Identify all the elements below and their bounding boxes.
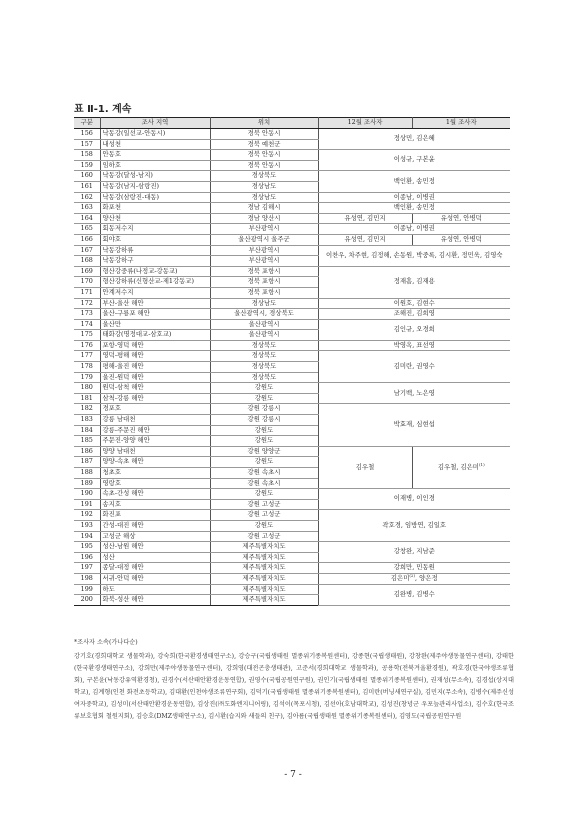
cell-location: 울산광역시 (210, 319, 318, 330)
cell-jan-observers: 김우철, 김은미$^{(1)}$ (412, 446, 510, 488)
cell-observers: 이찬우, 차주현, 김정해, 손동원, 박중록, 김시환, 정민욱, 김영숙 (318, 245, 510, 266)
cell-location: 부산광역시 (210, 224, 318, 235)
cell-id: 189 (74, 478, 100, 489)
footnote-marker: (2) (409, 573, 416, 578)
cell-location: 강원 양양군 (210, 446, 318, 457)
cell-id: 172 (74, 298, 100, 309)
cell-area: 성산-남원 해안 (100, 542, 210, 553)
cell-location: 강원 고성군 (210, 510, 318, 521)
cell-area: 속초-간성 해안 (100, 489, 210, 500)
table-row (74, 171, 510, 182)
cell-id: 200 (74, 595, 100, 606)
cell-area: 경포호 (100, 404, 210, 415)
cell-location: 제주특별자치도 (210, 584, 318, 595)
cell-area: 화북-성산 해안 (100, 595, 210, 606)
table-row (74, 584, 510, 595)
cell-observers: 정재흠, 김재용 (318, 266, 510, 298)
cell-id: 164 (74, 213, 100, 224)
cell-area: 낙동강(달성-남지) (100, 171, 210, 182)
cell-area: 양산천 (100, 213, 210, 224)
cell-location: 경북 포항시 (210, 277, 318, 288)
cell-area: 형산강하류(신형산교-제1강동교) (100, 277, 210, 288)
cell-area: 양양-속초 해안 (100, 457, 210, 468)
cell-area: 낙동강(남지-삼랑진) (100, 181, 210, 192)
cell-location: 울산광역시 울주군 (210, 234, 318, 245)
cell-area: 부산-울산 해안 (100, 298, 210, 309)
cell-dec-observers: 유성연, 김민지 (318, 234, 412, 245)
cell-id: 175 (74, 330, 100, 341)
cell-observers: 김은미$^{(2)}$, 양은정 (318, 573, 510, 584)
cell-observers: 강창완, 지남준 (318, 542, 510, 563)
cell-area: 고성군 해상 (100, 531, 210, 542)
cell-area: 임하호 (100, 160, 210, 171)
cell-area: 울진-원덕 해안 (100, 372, 210, 383)
cell-id: 160 (74, 171, 100, 182)
cell-area: 낙동강(일선교-안동시) (100, 129, 210, 140)
cell-location: 경상남도 (210, 192, 318, 203)
cell-area: 영랑호 (100, 478, 210, 489)
cell-id: 199 (74, 584, 100, 595)
cell-location: 경상북도 (210, 351, 318, 362)
cell-location: 강원 강릉시 (210, 415, 318, 426)
table-title: 표 Ⅱ-1. 계속 (74, 104, 132, 115)
cell-area: 안동호 (100, 150, 210, 161)
table-row (74, 404, 510, 415)
cell-area: 낙동강(삼랑진-대동) (100, 192, 210, 203)
cell-id: 173 (74, 309, 100, 320)
cell-id: 185 (74, 436, 100, 447)
table-row (74, 192, 510, 203)
cell-location: 강원 속초시 (210, 468, 318, 479)
table-row (74, 340, 510, 351)
cell-area: 영덕-평해 해안 (100, 351, 210, 362)
cell-location: 울산광역시 (210, 330, 318, 341)
survey-table (74, 117, 510, 606)
cell-area: 낙동강하구 (100, 256, 210, 267)
cell-area: 간성-대진 해안 (100, 520, 210, 531)
cell-location: 경상남도 (210, 181, 318, 192)
cell-location: 강원 강릉시 (210, 404, 318, 415)
cell-location: 강원도 (210, 393, 318, 404)
cell-id: 163 (74, 203, 100, 214)
cell-id: 196 (74, 552, 100, 563)
cell-id: 166 (74, 234, 100, 245)
cell-id: 190 (74, 489, 100, 500)
cell-area: 포항-영덕 해안 (100, 340, 210, 351)
cell-area: 송지호 (100, 499, 210, 510)
cell-id: 179 (74, 372, 100, 383)
cell-id: 197 (74, 563, 100, 574)
cell-area: 화포천 (100, 203, 210, 214)
cell-id: 158 (74, 150, 100, 161)
table-row (74, 234, 510, 245)
cell-location: 제주특별자치도 (210, 542, 318, 553)
table-row (74, 542, 510, 553)
cell-location: 제주특별자치도 (210, 563, 318, 574)
cell-location: 강원도 (210, 457, 318, 468)
header-id: 구분 (74, 118, 100, 129)
cell-area: 주문진-양양 해안 (100, 436, 210, 447)
cell-observers: 이재병, 이인경 (318, 489, 510, 510)
cell-area: 청초호 (100, 468, 210, 479)
cell-location: 경북 예천군 (210, 139, 318, 150)
cell-observers: 박영옥, 표선영 (318, 340, 510, 351)
cell-location: 경북 안동시 (210, 160, 318, 171)
cell-location: 경북 포항시 (210, 266, 318, 277)
cell-id: 186 (74, 446, 100, 457)
cell-observers: 이성규, 구본윤 (318, 150, 510, 171)
cell-location: 경북 안동시 (210, 150, 318, 161)
cell-id: 182 (74, 404, 100, 415)
cell-area: 평해-울진 해안 (100, 362, 210, 373)
cell-area: 서귀-안덕 해안 (100, 573, 210, 584)
cell-id: 165 (74, 224, 100, 235)
cell-location: 강원 고성군 (210, 499, 318, 510)
table-row (74, 129, 510, 140)
cell-observers: 김미란, 권영수 (318, 351, 510, 383)
cell-id: 187 (74, 457, 100, 468)
cell-area: 강릉 남대천 (100, 415, 210, 426)
cell-id: 162 (74, 192, 100, 203)
table-row (74, 298, 510, 309)
table-header-row (74, 118, 510, 129)
table-row (74, 446, 510, 457)
cell-id: 157 (74, 139, 100, 150)
table-row (74, 309, 510, 320)
cell-location: 강원도 (210, 489, 318, 500)
cell-location: 경상북도 (210, 362, 318, 373)
cell-id: 194 (74, 531, 100, 542)
cell-area: 화진포 (100, 510, 210, 521)
cell-id: 188 (74, 468, 100, 479)
cell-observers: 이원호, 김현수 (318, 298, 510, 309)
cell-id: 177 (74, 351, 100, 362)
cell-area: 하도 (100, 584, 210, 595)
cell-area: 회동저수지 (100, 224, 210, 235)
cell-observers: 이종남, 이병권 (318, 192, 510, 203)
cell-observers: 박효재, 심현섭 (318, 404, 510, 446)
cell-id: 195 (74, 542, 100, 553)
header-area: 조사 지역 (100, 118, 210, 129)
cell-area: 삼척-강릉 해안 (100, 393, 210, 404)
cell-id: 169 (74, 266, 100, 277)
cell-observers: 강희만, 민동원 (318, 563, 510, 574)
header-dec-observers: 12월 조사자 (318, 118, 412, 129)
cell-area: 안계저수지 (100, 287, 210, 298)
cell-id: 171 (74, 287, 100, 298)
cell-id: 198 (74, 573, 100, 584)
cell-area: 형산강중류(나정교-강동교) (100, 266, 210, 277)
cell-id: 191 (74, 499, 100, 510)
cell-location: 경상남도 (210, 298, 318, 309)
cell-id: 180 (74, 383, 100, 394)
cell-location: 강원 속초시 (210, 478, 318, 489)
cell-location: 강원 고성군 (210, 531, 318, 542)
cell-location: 경남 양산시 (210, 213, 318, 224)
cell-id: 156 (74, 129, 100, 140)
cell-observers: 남기백, 노은영 (318, 383, 510, 404)
table-row (74, 563, 510, 574)
cell-location: 경상북도 (210, 340, 318, 351)
cell-location: 부산광역시 (210, 245, 318, 256)
cell-area: 낙동강하류 (100, 245, 210, 256)
header-location: 위치 (210, 118, 318, 129)
cell-area: 원덕-삼척 해안 (100, 383, 210, 394)
page-number: - 7 - (284, 770, 302, 780)
header-jan-observers: 1월 조사자 (412, 118, 510, 129)
cell-location: 강원도 (210, 425, 318, 436)
cell-location: 경남 김해시 (210, 203, 318, 214)
cell-id: 178 (74, 362, 100, 373)
footnote-heading: *조사자 소속(가나다순) (74, 639, 138, 646)
cell-id: 167 (74, 245, 100, 256)
cell-observers: 곽호경, 임방연, 김일호 (318, 510, 510, 542)
cell-location: 경상북도 (210, 372, 318, 383)
cell-location: 강원도 (210, 520, 318, 531)
cell-dec-observers: 김우철 (318, 446, 412, 488)
table-row (74, 266, 510, 277)
cell-dec-observers: 유성연, 김민지 (318, 213, 412, 224)
cell-area: 회야호 (100, 234, 210, 245)
cell-location: 강원도 (210, 436, 318, 447)
cell-observers: 이종남, 이병권 (318, 224, 510, 235)
table-body (74, 129, 510, 606)
cell-id: 181 (74, 393, 100, 404)
cell-id: 193 (74, 520, 100, 531)
cell-area: 울산-구룡포 해안 (100, 309, 210, 320)
cell-location: 제주특별자치도 (210, 552, 318, 563)
cell-id: 174 (74, 319, 100, 330)
table-row (74, 510, 510, 521)
cell-id: 184 (74, 425, 100, 436)
cell-observers: 김완병, 김병수 (318, 584, 510, 605)
cell-area: 양양 남대천 (100, 446, 210, 457)
cell-location: 경상북도 (210, 171, 318, 182)
footnote-affiliations: 강기호(경희대학교 생물학과), 강숙희(한국환경생태연구소), 강승구(국립생태원 멸종위기종복원센터), 강종현(국립생태원), 강창완(제주야생동물연구센터), 강태한(한국환경생태연구소), 강희만(제주야생동물연구센터), 강희영(대전곤충생태관), 고준서(경희대학교 생물학과), 공용학(전북겨울환경원), 곽호경(한국야생조류협회), 구본윤(낙동강유역환경청), 권경수(서산태안환경운동연합), 권영수(국립공원연구원), 권인기(국립생태원 멸종위기종복원센터), 권재성(무소속), 김경섭(상지대학교), 김계형(인천 화전초등학교), 김대환(인천야생조류연구회), 김덕기(국립생태원 멸종위기종복원센터), 김미란(버닝새연구실), 김민지(무소속), 김병수(제주신성여자중학교), 김성미(서산태안환경운동연합), 김상진(㈜도화엔지니어링), 김석이(목포시청), 김선아(호남대학교), 김성진(창녕군 우포늪관리사업소), 김수호(한국조류보호협회 철원지회), 김승호(DMZ생태연구소), 김시환(습지와 새들의 친구), 김아름(국립생태원 멸종위기종복원센터), 김영도(국립공원연구원 (74, 653, 514, 720)
cell-observers: 백인환, 송민정 (318, 171, 510, 192)
cell-id: 170 (74, 277, 100, 288)
cell-observers: 조해진, 김희영 (318, 309, 510, 320)
cell-id: 168 (74, 256, 100, 267)
cell-id: 161 (74, 181, 100, 192)
cell-area: 성산 (100, 552, 210, 563)
cell-location: 경북 포항시 (210, 287, 318, 298)
footnote (74, 637, 514, 723)
cell-observers: 김인규, 오경희 (318, 319, 510, 340)
cell-id: 159 (74, 160, 100, 171)
footnote-marker: (1) (478, 461, 485, 467)
table-row (74, 383, 510, 394)
table-row (74, 245, 510, 256)
cell-location: 부산광역시 (210, 256, 318, 267)
cell-id: 192 (74, 510, 100, 521)
table-row (74, 319, 510, 330)
cell-area: 태화강(명정대교-삼호교) (100, 330, 210, 341)
table-row (74, 224, 510, 235)
cell-area: 강릉-주문진 해안 (100, 425, 210, 436)
cell-id: 183 (74, 415, 100, 426)
cell-location: 강원도 (210, 383, 318, 394)
cell-location: 울산광역시, 경상북도 (210, 309, 318, 320)
cell-observers: 정상민, 김은혜 (318, 129, 510, 150)
cell-jan-observers: 유성연, 안병덕 (412, 213, 510, 224)
table-row (74, 213, 510, 224)
cell-location: 제주특별자치도 (210, 595, 318, 606)
cell-jan-observers: 유성연, 안병덕 (412, 234, 510, 245)
cell-location: 경북 안동시 (210, 129, 318, 140)
cell-observers: 백인환, 송민정 (318, 203, 510, 214)
table-row (74, 150, 510, 161)
cell-id: 176 (74, 340, 100, 351)
table-row (74, 489, 510, 500)
cell-area: 종달-대정 해안 (100, 563, 210, 574)
table-row (74, 351, 510, 362)
table-row (74, 573, 510, 584)
cell-location: 제주특별자치도 (210, 573, 318, 584)
cell-area: 울산만 (100, 319, 210, 330)
cell-area: 내성천 (100, 139, 210, 150)
table-row (74, 203, 510, 214)
